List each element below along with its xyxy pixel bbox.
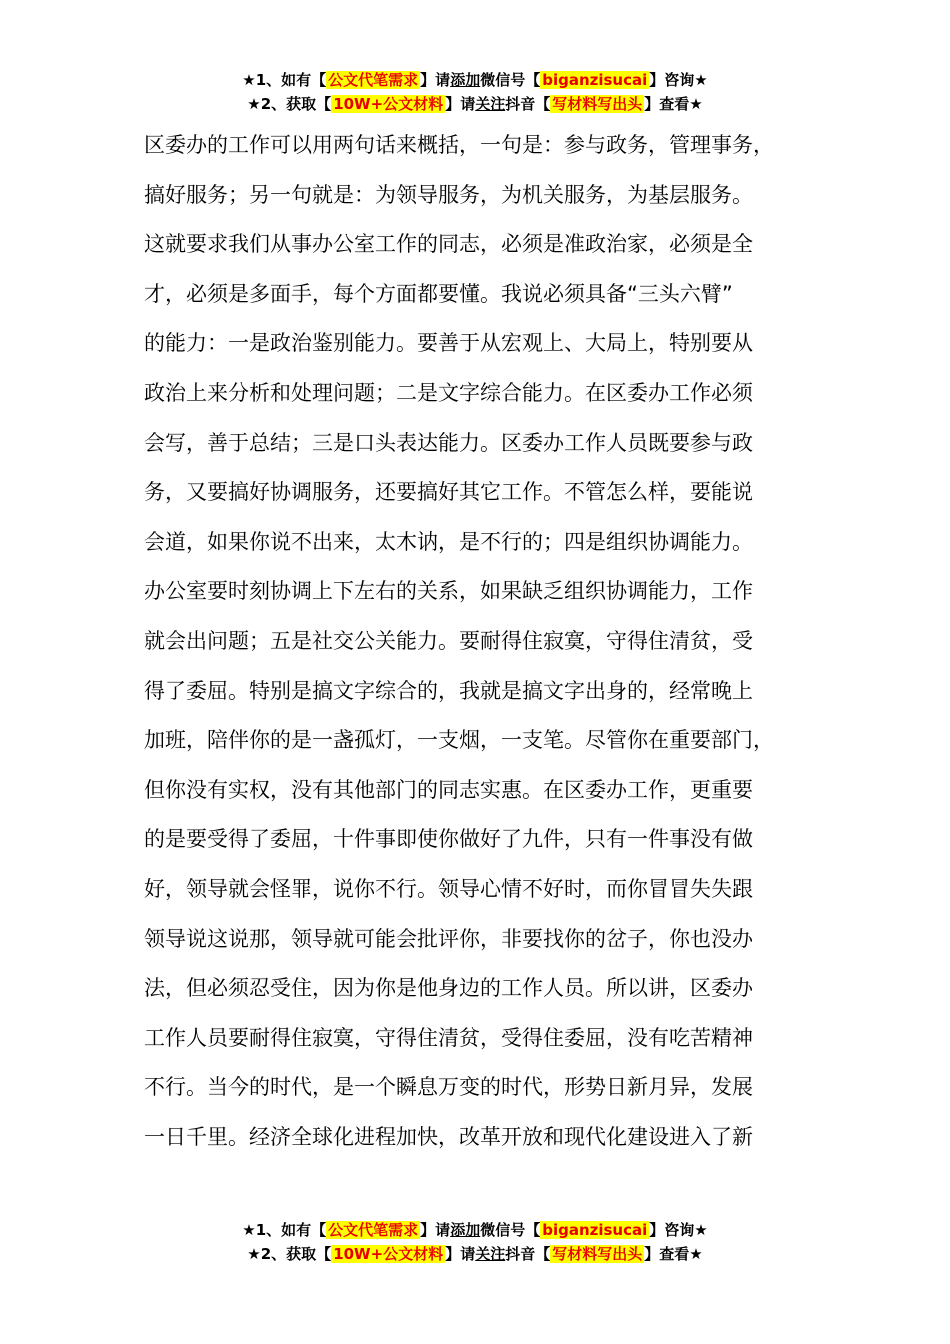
body-line: 区委办的工作可以用两句话来概括，一句是：参与政务，管理事务， [144, 133, 774, 157]
highlight-wechat-id: biganzisucai [542, 1221, 648, 1239]
document-body [144, 121, 824, 1162]
banner-text: 微信号【 [480, 1221, 541, 1239]
body-line: 务，又要搞好协调服务，还要搞好其它工作。不管怎么样，要能说 [144, 480, 753, 505]
banner-emphasis: 添加 [450, 71, 481, 89]
highlight-service: 公文代笔需求 [328, 71, 419, 89]
banner-text: 】查看★ [644, 1245, 703, 1263]
banner-emphasis: 添加 [450, 1221, 481, 1239]
banner-text: 】请 [445, 1245, 476, 1263]
banner-text: 】咨询★ [649, 1221, 708, 1239]
body-line: 一日千里。经济全球化进程加快，改革开放和现代化建设进入了新 [144, 1124, 753, 1149]
body-line: 法，但必须忍受住，因为你是他身边的工作人员。所以讲，区委办 [144, 976, 753, 1001]
body-line: 但你没有实权，没有其他部门的同志实惠。在区委办工作，更重要 [144, 777, 753, 802]
banner-text: 】请 [420, 71, 451, 89]
footer-banner [0, 1218, 950, 1266]
banner-emphasis: 关注 [475, 95, 506, 113]
banner-text: ★1、如有【 [242, 71, 327, 89]
highlight-douyin-account: 写材料写出头 [552, 95, 643, 113]
highlight-materials: 10W+公文材料 [333, 1245, 444, 1263]
banner-text: ★2、获取【 [247, 95, 332, 113]
body-line: 工作人员要耐得住寂寞，守得住清贫，受得住委屈，没有吃苦精神 [144, 1025, 753, 1050]
banner-line-2 [0, 92, 950, 116]
banner-text: 抖音【 [505, 1245, 551, 1263]
body-line: 搞好服务；另一句就是：为领导服务，为机关服务，为基层服务。 [144, 182, 753, 207]
banner-line-1 [0, 68, 950, 92]
banner-line-2 [0, 1242, 950, 1266]
banner-text: ★1、如有【 [242, 1221, 327, 1239]
body-line: 政治上来分析和处理问题；二是文字综合能力。在区委办工作必须 [144, 380, 753, 405]
highlight-service: 公文代笔需求 [328, 1221, 419, 1239]
body-line: 领导说这说那，领导就可能会批评你，非要找你的岔子，你也没办 [144, 926, 753, 951]
banner-text: 】请 [420, 1221, 451, 1239]
body-line: 才，必须是多面手，每个方面都要懂。我说必须具备“三头六臂” [144, 281, 733, 306]
banner-text: 】查看★ [644, 95, 703, 113]
highlight-douyin-account: 写材料写出头 [552, 1245, 643, 1263]
body-line: 就会出问题；五是社交公关能力。要耐得住寂寞，守得住清贫，受 [144, 628, 753, 653]
body-line: 这就要求我们从事办公室工作的同志，必须是准政治家，必须是全 [144, 232, 753, 257]
banner-text: 】咨询★ [649, 71, 708, 89]
body-line: 加班，陪伴你的是一盏孤灯，一支烟，一支笔。尽管你在重要部门， [144, 728, 774, 753]
banner-line-1 [0, 1218, 950, 1242]
highlight-wechat-id: biganzisucai [542, 71, 648, 89]
header-banner [0, 68, 950, 116]
body-line: 得了委屈。特别是搞文字综合的，我就是搞文字出身的，经常晚上 [144, 678, 753, 703]
body-line: 会写，善于总结；三是口头表达能力。区委办工作人员既要参与政 [144, 430, 753, 455]
body-line: 办公室要时刻协调上下左右的关系，如果缺乏组织协调能力，工作 [144, 579, 753, 604]
body-line: 的是要受得了委屈，十件事即使你做好了九件，只有一件事没有做 [144, 827, 753, 852]
banner-text: 】请 [445, 95, 476, 113]
highlight-materials: 10W+公文材料 [333, 95, 444, 113]
banner-text: 抖音【 [505, 95, 551, 113]
body-line: 好，领导就会怪罪，说你不行。领导心情不好时，而你冒冒失失跟 [144, 876, 753, 901]
banner-text: ★2、获取【 [247, 1245, 332, 1263]
body-line: 会道，如果你说不出来，太木讷，是不行的；四是组织协调能力。 [144, 529, 753, 554]
banner-text: 微信号【 [480, 71, 541, 89]
banner-emphasis: 关注 [475, 1245, 506, 1263]
body-line: 的能力：一是政治鉴别能力。要善于从宏观上、大局上，特别要从 [144, 331, 753, 356]
body-line: 不行。当今的时代，是一个瞬息万变的时代，形势日新月异，发展 [144, 1075, 753, 1100]
